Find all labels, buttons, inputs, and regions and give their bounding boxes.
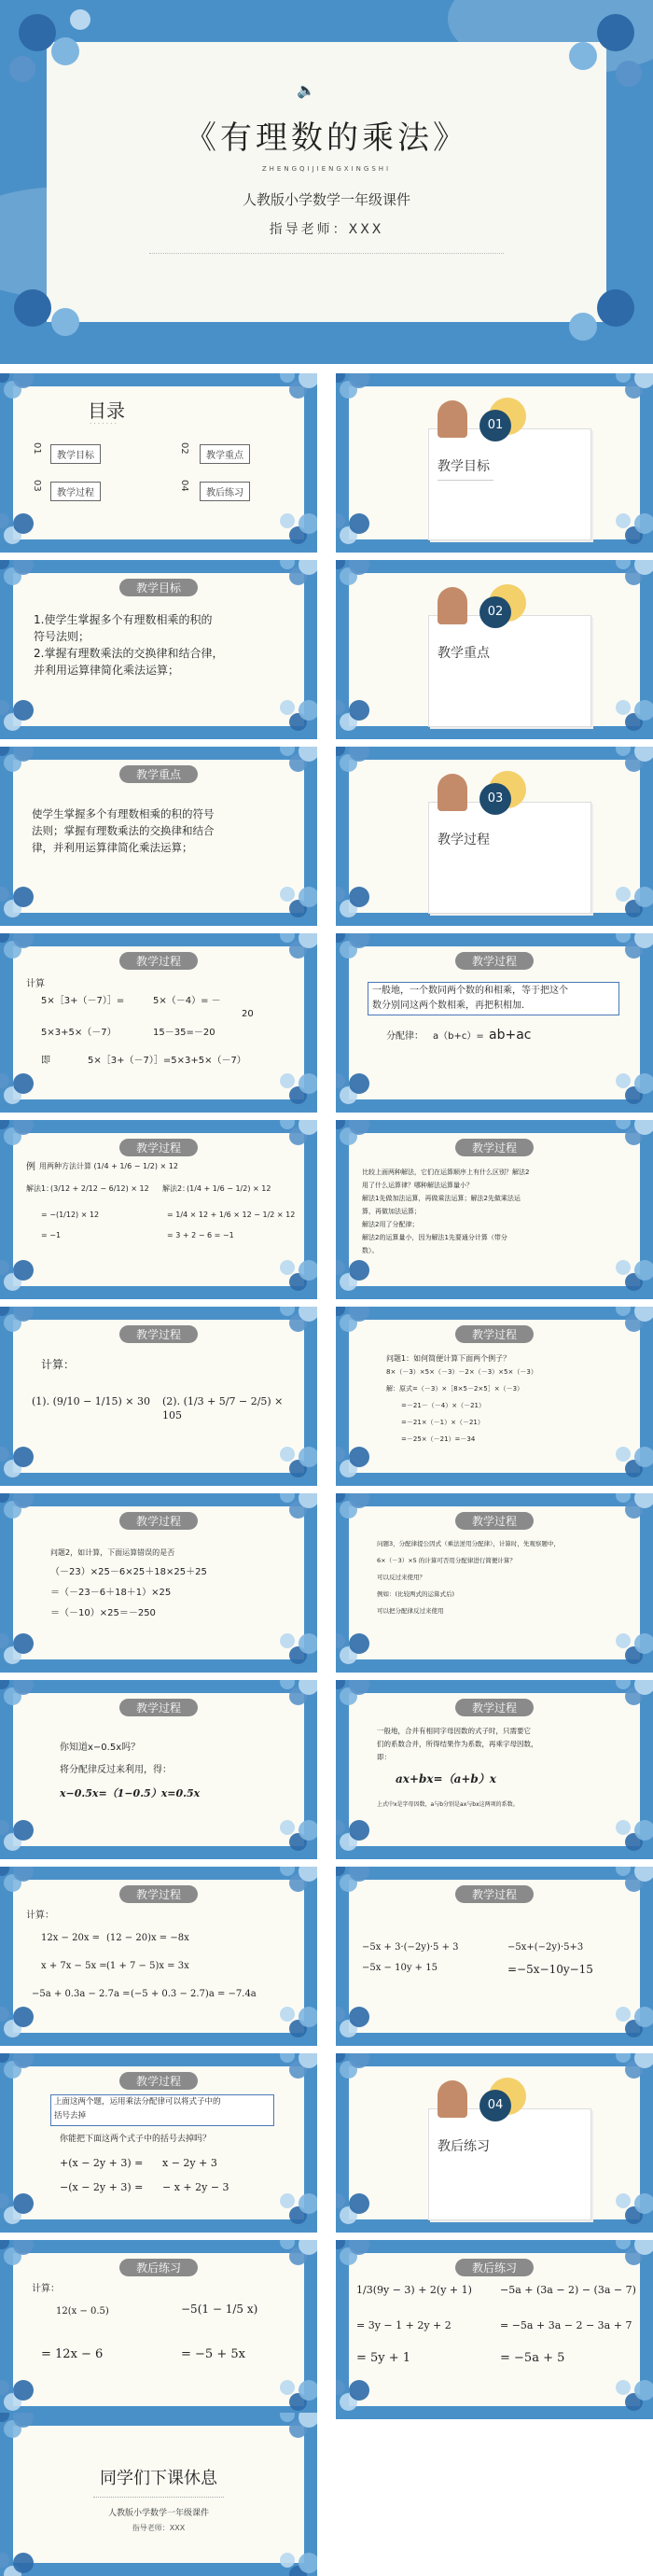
exercise-answer: = 5y + 1 bbox=[356, 2351, 411, 2365]
flower-decoration-icon bbox=[0, 1680, 37, 1717]
exercise-answer: = −5a + 5 bbox=[500, 2351, 565, 2365]
definition-box bbox=[50, 2094, 274, 2126]
question: 你能把下面这两个式子中的括号去掉吗？ bbox=[60, 2135, 212, 2144]
eq-line: 8×（－3）×5×（－3）－2×（－3）×5×（－3） bbox=[386, 1368, 537, 1376]
flower-decoration-icon bbox=[280, 1867, 317, 1904]
process-slide-6 bbox=[336, 1307, 653, 1486]
toc-item-focus[interactable]: 教学重点 bbox=[200, 444, 250, 464]
exercise-step: = −5a + 3a − 2 − 3a + 7 bbox=[500, 2319, 632, 2331]
flower-decoration-icon bbox=[0, 2240, 37, 2277]
process-slide-11 bbox=[0, 1867, 317, 2046]
focus-line-1: 使学生掌握多个有理数相乘的积的符号 bbox=[32, 807, 215, 820]
flower-decoration-icon bbox=[336, 2053, 373, 2091]
eq-result: x − 2y + 3 bbox=[162, 2157, 217, 2169]
flower-decoration-icon bbox=[336, 933, 373, 971]
girl-illustration-icon bbox=[438, 2080, 467, 2118]
eq-result: =−5x−10y−15 bbox=[507, 1963, 593, 1976]
method-step: = −(1/12) × 12 bbox=[41, 1211, 100, 1219]
slide-header: 教学过程 bbox=[119, 1512, 198, 1530]
eq-result: (−5 + 0.3 − 2.7)a = −7.4a bbox=[131, 1989, 257, 1999]
text-line: 问题3，分配律提公因式（乘法逆用分配律），计算时，先观察题中， bbox=[377, 1540, 560, 1547]
text-line: 上式中x是字母因数，a与b分别是ax与bx这两项的系数。 bbox=[377, 1801, 519, 1808]
flower-decoration-icon bbox=[336, 1260, 373, 1299]
flower-decoration-icon bbox=[0, 373, 37, 411]
flower-decoration-icon bbox=[0, 2193, 37, 2233]
process-slide-1 bbox=[0, 933, 317, 1113]
eq-line: ＝（－23－6＋18＋1）×25 bbox=[50, 1588, 172, 1598]
process-slide-2 bbox=[336, 933, 653, 1113]
flower-decoration-icon bbox=[616, 1307, 653, 1344]
section-title: 教后练习 bbox=[438, 2139, 490, 2154]
toc-item-process[interactable]: 教学过程 bbox=[50, 482, 101, 501]
law-label: 分配律： bbox=[386, 1031, 424, 1042]
flower-decoration-icon bbox=[616, 1073, 653, 1113]
eq-line: −5x+(−2y)·5+3 bbox=[507, 1942, 584, 1953]
cover-slide bbox=[0, 0, 653, 364]
eq-line: 5×［3+（－7）］= bbox=[41, 996, 125, 1006]
method-label: 解法1： bbox=[26, 1184, 54, 1193]
exercise: −5a + (3a − 2) − (3a − 7) bbox=[500, 2284, 636, 2296]
flower-decoration-icon bbox=[616, 373, 653, 411]
section-number-badge: 04 bbox=[479, 2090, 511, 2121]
toc-item-goal[interactable]: 教学目标 bbox=[50, 444, 101, 464]
flower-decoration-icon bbox=[280, 1633, 317, 1673]
ending-slide bbox=[0, 2413, 317, 2576]
flower-decoration-icon bbox=[0, 1120, 37, 1157]
goal-line-1: 1.使学生掌握多个有理数相乘的积的 bbox=[34, 613, 213, 626]
exercise: (1). (9/10 − 1/15) × 30 bbox=[32, 1395, 150, 1407]
law-lhs: a（b+c）= bbox=[433, 1031, 484, 1042]
flower-decoration-icon bbox=[280, 373, 317, 411]
flower-decoration-icon bbox=[336, 560, 373, 597]
cover-subtitle: 人教版小学数学一年级课件 bbox=[242, 191, 410, 208]
flower-decoration-icon bbox=[0, 1073, 37, 1113]
flower-decoration-icon bbox=[280, 2553, 317, 2576]
slide-header: 教学重点 bbox=[119, 765, 198, 783]
toc-slide bbox=[0, 373, 317, 553]
slide-header: 教学过程 bbox=[119, 1325, 198, 1343]
section-title: 教学重点 bbox=[438, 646, 490, 661]
section-title: 教学过程 bbox=[438, 833, 490, 847]
section-04-slide bbox=[336, 2053, 653, 2233]
slide-header: 教学过程 bbox=[455, 1325, 534, 1343]
toc-item-exercise[interactable]: 教后练习 bbox=[200, 482, 250, 501]
flower-decoration-icon bbox=[616, 933, 653, 971]
eq-line: （－23）×25－6×25＋18×25＋25 bbox=[50, 1567, 207, 1577]
eq-line: =－25×（－21）=－34 bbox=[401, 1435, 476, 1443]
toc-num-04: 04 bbox=[179, 480, 189, 492]
flower-decoration-icon bbox=[616, 747, 653, 784]
eq-result: 20 bbox=[242, 1009, 254, 1019]
flower-decoration-icon bbox=[616, 560, 653, 597]
process-slide-9 bbox=[0, 1680, 317, 1859]
example-text: 用两种方法计算 (1/4 + 1/6 − 1/2) × 12 bbox=[39, 1162, 178, 1170]
flower-decoration-icon bbox=[616, 2380, 653, 2419]
flower-decoration-icon bbox=[616, 2007, 653, 2046]
flower-decoration-icon bbox=[0, 2007, 37, 2046]
section-02-slide bbox=[336, 560, 653, 739]
flower-decoration-icon bbox=[336, 1633, 373, 1673]
flower-decoration-icon bbox=[616, 1820, 653, 1859]
flower-decoration-icon bbox=[280, 1307, 317, 1344]
flower-decoration-icon bbox=[0, 1307, 37, 1344]
flower-decoration-icon bbox=[336, 887, 373, 926]
flower-decoration-icon bbox=[280, 887, 317, 926]
girl-illustration-icon bbox=[438, 400, 467, 438]
exercise-answer: = 12x − 6 bbox=[41, 2347, 104, 2361]
flower-decoration-icon bbox=[280, 700, 317, 739]
process-slide-8 bbox=[336, 1493, 653, 1673]
cover-pinyin: ZHENGQIJIENGXINGSHI bbox=[261, 165, 392, 173]
eq-result: − x + 2y − 3 bbox=[162, 2181, 229, 2193]
section-number-badge: 03 bbox=[479, 783, 511, 815]
definition-box bbox=[368, 982, 619, 1015]
flower-decoration-icon bbox=[541, 0, 653, 121]
eq-line: =－21×（－1）×（－21） bbox=[401, 1419, 484, 1426]
flower-decoration-icon bbox=[0, 700, 37, 739]
flower-decoration-icon bbox=[336, 700, 373, 739]
goal-line-2: 符号法则； bbox=[34, 630, 90, 643]
text-line: 解法2的运算量小，因为解法1先要通分计算（带分 bbox=[362, 1234, 507, 1241]
toc-num-02: 02 bbox=[179, 442, 189, 455]
flower-decoration-icon bbox=[280, 2007, 317, 2046]
flower-decoration-icon bbox=[336, 2380, 373, 2419]
section-title: 教学目标 bbox=[438, 459, 490, 474]
exercise-slide-1 bbox=[0, 2240, 317, 2419]
method-step: (3/12 + 2/12 − 6/12) × 12 bbox=[50, 1184, 149, 1193]
flower-decoration-icon bbox=[0, 0, 112, 121]
section-card bbox=[428, 615, 591, 727]
definition-line: 括号去掉 bbox=[54, 2111, 87, 2121]
answer: x−0.5x=（1−0.5）x=0.5x bbox=[60, 1787, 201, 1799]
section-card bbox=[428, 2108, 591, 2220]
ending-title: 同学们下课休息 bbox=[100, 2469, 217, 2488]
eq-result: 15－35=－20 bbox=[153, 1028, 215, 1038]
flower-decoration-icon bbox=[0, 2413, 37, 2450]
flower-decoration-icon bbox=[336, 1867, 373, 1904]
calc-label: 计算 bbox=[26, 979, 45, 989]
definition-line: 数分别同这两个数相乘，再把积相加. bbox=[372, 1001, 525, 1011]
flower-decoration-icon bbox=[280, 933, 317, 971]
flower-decoration-icon bbox=[616, 887, 653, 926]
eq-line: +(x − 2y + 3) = bbox=[60, 2157, 144, 2169]
flower-decoration-icon bbox=[280, 747, 317, 784]
flower-decoration-icon bbox=[0, 243, 112, 364]
slide-header: 教学过程 bbox=[455, 1885, 534, 1903]
definition-line: 上面这两个题，运用乘法分配律可以将式子中的 bbox=[54, 2097, 221, 2107]
flower-decoration-icon bbox=[616, 1633, 653, 1673]
question: 将分配律反过来利用，得： bbox=[60, 1765, 172, 1775]
flower-decoration-icon bbox=[280, 1120, 317, 1157]
flower-decoration-icon bbox=[280, 2193, 317, 2233]
eq-line: x + 7x − 5x = bbox=[41, 1961, 107, 1971]
goal-line-4: 并利用运算律简化乘法运算； bbox=[34, 664, 180, 677]
flower-decoration-icon bbox=[336, 513, 373, 553]
flower-decoration-icon bbox=[280, 1073, 317, 1113]
eq-result: (12 − 20)x = −8x bbox=[106, 1933, 189, 1943]
calc-label: 计算： bbox=[41, 1358, 76, 1371]
flower-decoration-icon bbox=[336, 1073, 373, 1113]
eq-line: −5x + 3·(−2y)·5 + 3 bbox=[362, 1942, 459, 1953]
flower-decoration-icon bbox=[0, 2053, 37, 2091]
flower-decoration-icon bbox=[336, 2007, 373, 2046]
toc-dots: · · · · · · · bbox=[90, 420, 117, 427]
section-card bbox=[428, 428, 591, 540]
flower-decoration-icon bbox=[336, 1680, 373, 1717]
process-slide-12 bbox=[336, 1867, 653, 2046]
flower-decoration-icon bbox=[336, 1120, 373, 1157]
focus-slide bbox=[0, 747, 317, 926]
flower-decoration-icon bbox=[336, 373, 373, 411]
eq-line: 5×3+5×（－7） bbox=[41, 1028, 117, 1038]
focus-line-3: 律，并利用运算律简化乘法运算； bbox=[32, 841, 193, 854]
flower-decoration-icon bbox=[336, 1493, 373, 1531]
flower-decoration-icon bbox=[336, 2240, 373, 2277]
method-step: = −1 bbox=[41, 1231, 62, 1239]
exercise-slide-2 bbox=[336, 2240, 653, 2419]
flower-decoration-icon bbox=[616, 2240, 653, 2277]
text-line: 数）。 bbox=[362, 1247, 379, 1254]
eq-line: 12x − 20x = bbox=[41, 1933, 101, 1943]
text-line: 即： bbox=[377, 1753, 391, 1761]
flower-decoration-icon bbox=[541, 243, 653, 364]
process-slide-5 bbox=[0, 1307, 317, 1486]
exercise: 12(x − 0.5) bbox=[56, 2306, 109, 2317]
process-slide-3 bbox=[0, 1120, 317, 1299]
flower-decoration-icon bbox=[0, 933, 37, 971]
slide-header: 教学过程 bbox=[455, 1139, 534, 1156]
flower-decoration-icon bbox=[336, 1820, 373, 1859]
cover-title: 《有理数的乘法》 bbox=[185, 119, 468, 157]
text-line: 解法1先做加法运算，再做乘法运算；解法2先做乘法运 bbox=[362, 1195, 521, 1202]
flower-decoration-icon bbox=[0, 560, 37, 597]
flower-decoration-icon bbox=[280, 2053, 317, 2091]
speaker-icon[interactable]: 🔈 bbox=[297, 81, 315, 99]
cover-teacher: 指导老师：XXX bbox=[269, 222, 384, 237]
flower-decoration-icon bbox=[0, 887, 37, 926]
slide-header: 教学过程 bbox=[119, 1139, 198, 1156]
flower-decoration-icon bbox=[336, 1447, 373, 1486]
section-underline bbox=[438, 480, 493, 481]
eq-line: −(x − 2y + 3) = bbox=[60, 2181, 144, 2193]
flower-decoration-icon bbox=[280, 1447, 317, 1486]
goal-line-3: 2.掌握有理数乘法的交换律和结合律， bbox=[34, 647, 224, 660]
girl-illustration-icon bbox=[438, 774, 467, 811]
process-slide-7 bbox=[0, 1493, 317, 1673]
text-line: 一般地，合并有相同字母因数的式子时，只需要它 bbox=[377, 1727, 531, 1735]
ending-divider bbox=[93, 2497, 224, 2498]
slide-header: 教后练习 bbox=[455, 2259, 534, 2276]
focus-line-2: 法则；掌握有理数乘法的交换律和结合 bbox=[32, 824, 215, 837]
toc-title: 目录 bbox=[88, 399, 125, 422]
cover-divider bbox=[149, 253, 504, 254]
text-line: 例如：(比较两式的运算式后) bbox=[377, 1590, 455, 1598]
exercise: 1/3(9y − 3) + 2(y + 1) bbox=[356, 2284, 472, 2296]
slide-header: 教学过程 bbox=[119, 1885, 198, 1903]
method-step: = 1/4 × 12 + 1/6 × 12 − 1/2 × 12 bbox=[167, 1211, 296, 1219]
example-label: 例 bbox=[26, 1162, 35, 1172]
flower-decoration-icon bbox=[0, 1260, 37, 1299]
text-line: 比较上面两种解法，它们在运算顺序上有什么区别？解法2 bbox=[362, 1169, 530, 1176]
flower-decoration-icon bbox=[616, 1867, 653, 1904]
section-number-badge: 01 bbox=[479, 410, 511, 441]
calc-label: 计算： bbox=[26, 1911, 54, 1921]
flower-decoration-icon bbox=[280, 1680, 317, 1717]
exercise: (2). (1/3 + 5/7 − 2/5) × 105 bbox=[162, 1395, 284, 1422]
method-step: (1/4 + 1/6 − 1/2) × 12 bbox=[187, 1184, 271, 1193]
flower-decoration-icon bbox=[616, 700, 653, 739]
flower-decoration-icon bbox=[0, 1447, 37, 1486]
method-label: 解法2： bbox=[162, 1184, 190, 1193]
question: 你知道x−0.5x吗？ bbox=[60, 1743, 141, 1753]
process-slide-13 bbox=[0, 2053, 317, 2233]
flower-decoration-icon bbox=[0, 747, 37, 784]
flower-decoration-icon bbox=[616, 2193, 653, 2233]
flower-decoration-icon bbox=[616, 1493, 653, 1531]
text-line: 用了什么运算律？哪种解法运算量小？ bbox=[362, 1182, 473, 1189]
slide-header: 教后练习 bbox=[119, 2259, 198, 2276]
question: 问题1：如何简便计算下面两个例子？ bbox=[386, 1354, 511, 1363]
flower-decoration-icon bbox=[0, 1820, 37, 1859]
flower-decoration-icon bbox=[0, 1867, 37, 1904]
flower-decoration-icon bbox=[616, 513, 653, 553]
question: 问题2，如计算，下面运算错误的是否 bbox=[50, 1548, 175, 1557]
flower-decoration-icon bbox=[0, 1633, 37, 1673]
goal-slide bbox=[0, 560, 317, 739]
flower-decoration-icon bbox=[280, 1493, 317, 1531]
calc-label: 计算： bbox=[32, 2284, 60, 2294]
eq-result: 5×［3+（－7）］=5×3+5×（－7） bbox=[88, 1056, 246, 1066]
flower-decoration-icon bbox=[280, 560, 317, 597]
flower-decoration-icon bbox=[336, 1307, 373, 1344]
cover-panel bbox=[47, 42, 606, 322]
section-03-slide bbox=[336, 747, 653, 926]
text-line: 可以反过来使用？ bbox=[377, 1574, 425, 1581]
eq-result: −5x − 10y + 15 bbox=[362, 1963, 438, 1973]
flower-decoration-icon bbox=[616, 1680, 653, 1717]
eq-line: ＝（－10）×25＝－250 bbox=[50, 1608, 156, 1618]
slide-header: 教学过程 bbox=[455, 952, 534, 970]
method-step: = 3 + 2 − 6 = −1 bbox=[167, 1231, 234, 1239]
eq-result: 5×（－4）= － bbox=[153, 996, 221, 1006]
slide-header: 教学目标 bbox=[119, 579, 198, 596]
flower-decoration-icon bbox=[616, 1447, 653, 1486]
flower-decoration-icon bbox=[0, 513, 37, 553]
toc-num-03: 03 bbox=[32, 480, 42, 492]
text-line: 算，再做加法运算； bbox=[362, 1208, 421, 1215]
section-number-badge: 02 bbox=[479, 596, 511, 628]
text-line: 可以把分配律反过来使用 bbox=[377, 1607, 444, 1615]
toc-num-01: 01 bbox=[32, 442, 42, 455]
slide-header: 教学过程 bbox=[119, 1699, 198, 1716]
law-rhs: ab+ac bbox=[489, 1028, 532, 1043]
exercise: −5(1 − 1/5 x) bbox=[181, 2303, 258, 2316]
slide-header: 教学过程 bbox=[455, 1512, 534, 1530]
text-line: 解法2用了分配律； bbox=[362, 1221, 419, 1228]
eq-line: −5a + 0.3a − 2.7a = bbox=[32, 1989, 131, 1999]
section-01-slide bbox=[336, 373, 653, 553]
exercise-step: = 3y − 1 + 2y + 2 bbox=[356, 2319, 452, 2331]
flower-decoration-icon bbox=[0, 1493, 37, 1531]
flower-decoration-icon bbox=[280, 1260, 317, 1299]
girl-illustration-icon bbox=[438, 587, 467, 624]
formula: ax+bx=（a+b）x bbox=[396, 1772, 496, 1785]
flower-decoration-icon bbox=[336, 747, 373, 784]
eq-result: (1 + 7 − 5)x = 3x bbox=[106, 1961, 189, 1971]
process-slide-4 bbox=[336, 1120, 653, 1299]
ending-teacher: 指导老师：XXX bbox=[132, 2524, 186, 2532]
exercise-answer: = −5 + 5x bbox=[181, 2347, 245, 2361]
eq-label: 即 bbox=[41, 1056, 50, 1066]
process-slide-10 bbox=[336, 1680, 653, 1859]
eq-line: =－21－（－4）×（－21） bbox=[401, 1402, 485, 1409]
section-card bbox=[428, 802, 591, 914]
flower-decoration-icon bbox=[280, 2413, 317, 2450]
ending-subtitle: 人教版小学数学一年级课件 bbox=[107, 2509, 209, 2518]
flower-decoration-icon bbox=[280, 2240, 317, 2277]
slide-header: 教学过程 bbox=[119, 2072, 198, 2090]
flower-decoration-icon bbox=[616, 1120, 653, 1157]
definition-line: 一般地，一个数同两个数的和相乘，等于把这个 bbox=[372, 986, 568, 996]
flower-decoration-icon bbox=[616, 2053, 653, 2091]
flower-decoration-icon bbox=[0, 2553, 37, 2576]
text-line: 6×（－3）×5 的计算可否用分配律进行简便计算？ bbox=[377, 1557, 516, 1564]
text-line: 们的系数合并，所得结果作为系数，再乘字母因数， bbox=[377, 1740, 538, 1748]
flower-decoration-icon bbox=[280, 513, 317, 553]
flower-decoration-icon bbox=[280, 1820, 317, 1859]
flower-decoration-icon bbox=[336, 2193, 373, 2233]
slide-header: 教学过程 bbox=[119, 952, 198, 970]
slide-header: 教学过程 bbox=[455, 1699, 534, 1716]
flower-decoration-icon bbox=[616, 1260, 653, 1299]
eq-line: 解：原式=（－3）×［8×5－2×5］×（－3） bbox=[386, 1385, 524, 1393]
